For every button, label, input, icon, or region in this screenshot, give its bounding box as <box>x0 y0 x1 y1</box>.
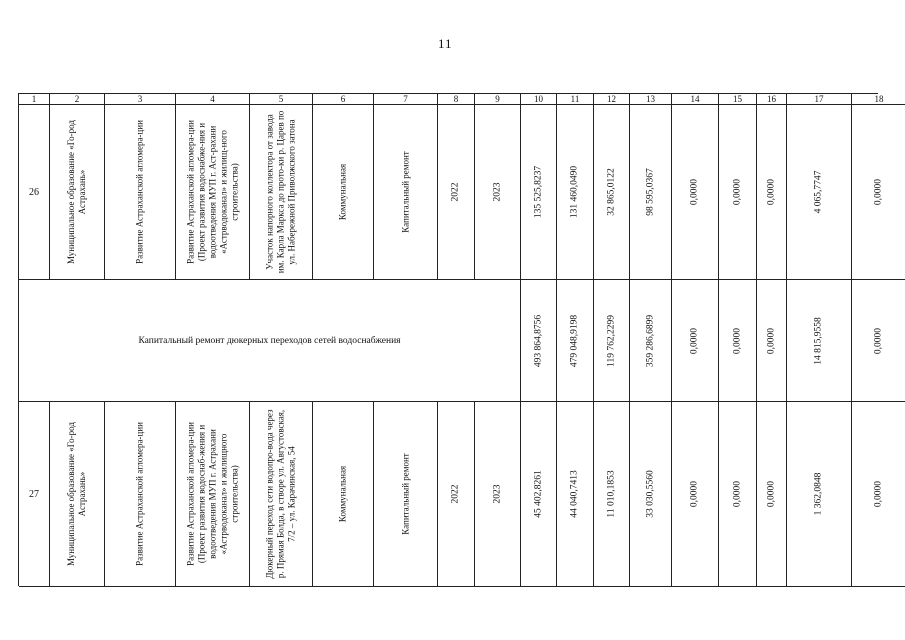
value-cell <box>594 402 630 587</box>
project-cell <box>176 402 250 587</box>
value-cell <box>630 105 672 280</box>
value-text: 0,0000 <box>689 480 700 508</box>
col-header: 14 <box>672 94 719 105</box>
value-cell <box>557 105 594 280</box>
subtotal-text: 14 815,9558 <box>813 316 824 365</box>
col-header: 18 <box>852 94 905 105</box>
value-text: 0,0000 <box>766 480 776 508</box>
municipality-text: Муниципальное образование «Го-род Астрахань» <box>66 422 87 567</box>
year-start-cell <box>438 402 475 587</box>
value-cell <box>852 105 905 280</box>
project-text: Развитие Астраханской агломера-ции (Проект развития водоснаб-жения и водоотведения МУП г. Астрахани «Астрводоканал» и жилищного строительства) <box>185 422 239 566</box>
year-end-cell <box>475 402 521 587</box>
subtotal-cell <box>719 280 757 402</box>
value-text: 0,0000 <box>873 480 884 508</box>
value-text: 0,0000 <box>732 178 742 206</box>
section-title: Капитальный ремонт дюкерных переходов сетей водоснабжения <box>19 280 521 402</box>
col-header: 8 <box>438 94 475 105</box>
year-start-text: 2022 <box>450 484 461 504</box>
value-cell <box>672 402 719 587</box>
year-start-cell <box>438 105 475 280</box>
ownership-text: Коммунальная <box>337 465 348 523</box>
value-cell <box>757 105 787 280</box>
project-cell <box>176 105 250 280</box>
work-type-text: Капитальный ремонт <box>400 453 410 535</box>
subtotal-text: 0,0000 <box>689 327 700 354</box>
col-header: 6 <box>313 94 374 105</box>
subtotal-text: 119 762,2299 <box>606 314 616 367</box>
work-type-cell <box>374 402 438 587</box>
col-header: 15 <box>719 94 757 105</box>
value-text: 44 040,7413 <box>569 470 580 518</box>
col-header: 3 <box>105 94 176 105</box>
year-end-cell <box>475 105 521 280</box>
value-cell <box>719 402 757 587</box>
subtotal-cell <box>521 280 557 402</box>
subtotal-cell <box>594 280 630 402</box>
subtotal-text: 0,0000 <box>873 327 884 354</box>
ownership-text: Коммунальная <box>337 163 348 221</box>
value-cell <box>521 402 557 587</box>
work-type-cell <box>374 105 438 280</box>
col-header: 1 <box>19 94 50 105</box>
program-cell <box>105 105 176 280</box>
value-cell <box>672 105 719 280</box>
col-header: 16 <box>757 94 787 105</box>
value-text: 33 030,5560 <box>645 470 655 518</box>
col-header: 17 <box>787 94 852 105</box>
subtotal-cell <box>672 280 719 402</box>
value-cell <box>630 402 672 587</box>
col-header: 2 <box>50 94 105 105</box>
col-header: 4 <box>176 94 250 105</box>
value-cell <box>557 402 594 587</box>
value-cell <box>787 105 852 280</box>
col-header: 12 <box>594 94 630 105</box>
value-text: 4 065,7747 <box>813 170 824 214</box>
municipality-cell <box>50 105 105 280</box>
subtotal-text: 479 048,9198 <box>569 314 580 367</box>
value-text: 45 402,8261 <box>533 470 543 518</box>
row-number: 26 <box>19 105 50 280</box>
data-table <box>18 93 884 586</box>
value-text: 98 595,0367 <box>645 168 655 216</box>
row-number: 27 <box>19 402 50 587</box>
subtotal-text: 359 286,6899 <box>645 314 655 367</box>
municipality-text: Муниципальное образование «Го-род Астрахань» <box>66 120 87 265</box>
object-text: Дюкерный переход сети водопро-вода через р. Прямая Болда, в створе ул. Августовская, 7/2 – ул. Карачинская, 54 <box>264 409 297 579</box>
ownership-cell <box>313 402 374 587</box>
subtotal-cell <box>630 280 672 402</box>
value-text: 0,0000 <box>873 178 884 206</box>
value-cell <box>757 402 787 587</box>
col-header: 5 <box>250 94 313 105</box>
col-header: 7 <box>374 94 438 105</box>
program-cell <box>105 402 176 587</box>
col-header: 10 <box>521 94 557 105</box>
value-text: 32 865,0122 <box>606 168 616 216</box>
work-type-text: Капитальный ремонт <box>400 151 410 233</box>
value-text: 131 460,0490 <box>569 165 580 219</box>
value-cell <box>787 402 852 587</box>
col-header: 11 <box>557 94 594 105</box>
object-cell <box>250 105 313 280</box>
ownership-cell <box>313 105 374 280</box>
value-text: 135 525,8237 <box>533 165 543 219</box>
year-end-text: 2023 <box>492 182 502 202</box>
value-cell <box>852 402 905 587</box>
year-start-text: 2022 <box>450 182 461 202</box>
value-text: 11 010,1853 <box>606 470 616 518</box>
object-text: Участок напорного коллектора от завода им. Карла Маркса до прото-ки р. Царев по ул. Набережной Приволжского затона <box>264 110 297 274</box>
value-cell <box>594 105 630 280</box>
project-text: Развитие Астраханской агломера-ции (Проект развития водоснабже-ния и водоотведения МУП г. Аст-рахани «Астрводоканал» и жилищ-ного строительства) <box>185 120 239 264</box>
value-text: 0,0000 <box>689 178 700 206</box>
subtotal-cell <box>557 280 594 402</box>
object-cell <box>250 402 313 587</box>
value-text: 0,0000 <box>766 178 776 206</box>
subtotal-cell <box>787 280 852 402</box>
col-header: 9 <box>475 94 521 105</box>
program-text: Развитие Астраханской агломера-ции <box>134 120 145 264</box>
subtotal-text: 0,0000 <box>766 327 776 354</box>
value-text: 1 362,0848 <box>813 472 824 516</box>
subtotal-text: 0,0000 <box>732 327 742 354</box>
municipality-cell <box>50 402 105 587</box>
col-header: 13 <box>630 94 672 105</box>
value-text: 0,0000 <box>732 480 742 508</box>
value-cell <box>719 105 757 280</box>
program-text: Развитие Астраханской агломера-ции <box>134 422 145 566</box>
value-cell <box>521 105 557 280</box>
subtotal-text: 493 864,8756 <box>533 314 543 367</box>
page-number: 11 <box>438 36 453 51</box>
subtotal-cell <box>852 280 905 402</box>
year-end-text: 2023 <box>492 484 502 504</box>
subtotal-cell <box>757 280 787 402</box>
